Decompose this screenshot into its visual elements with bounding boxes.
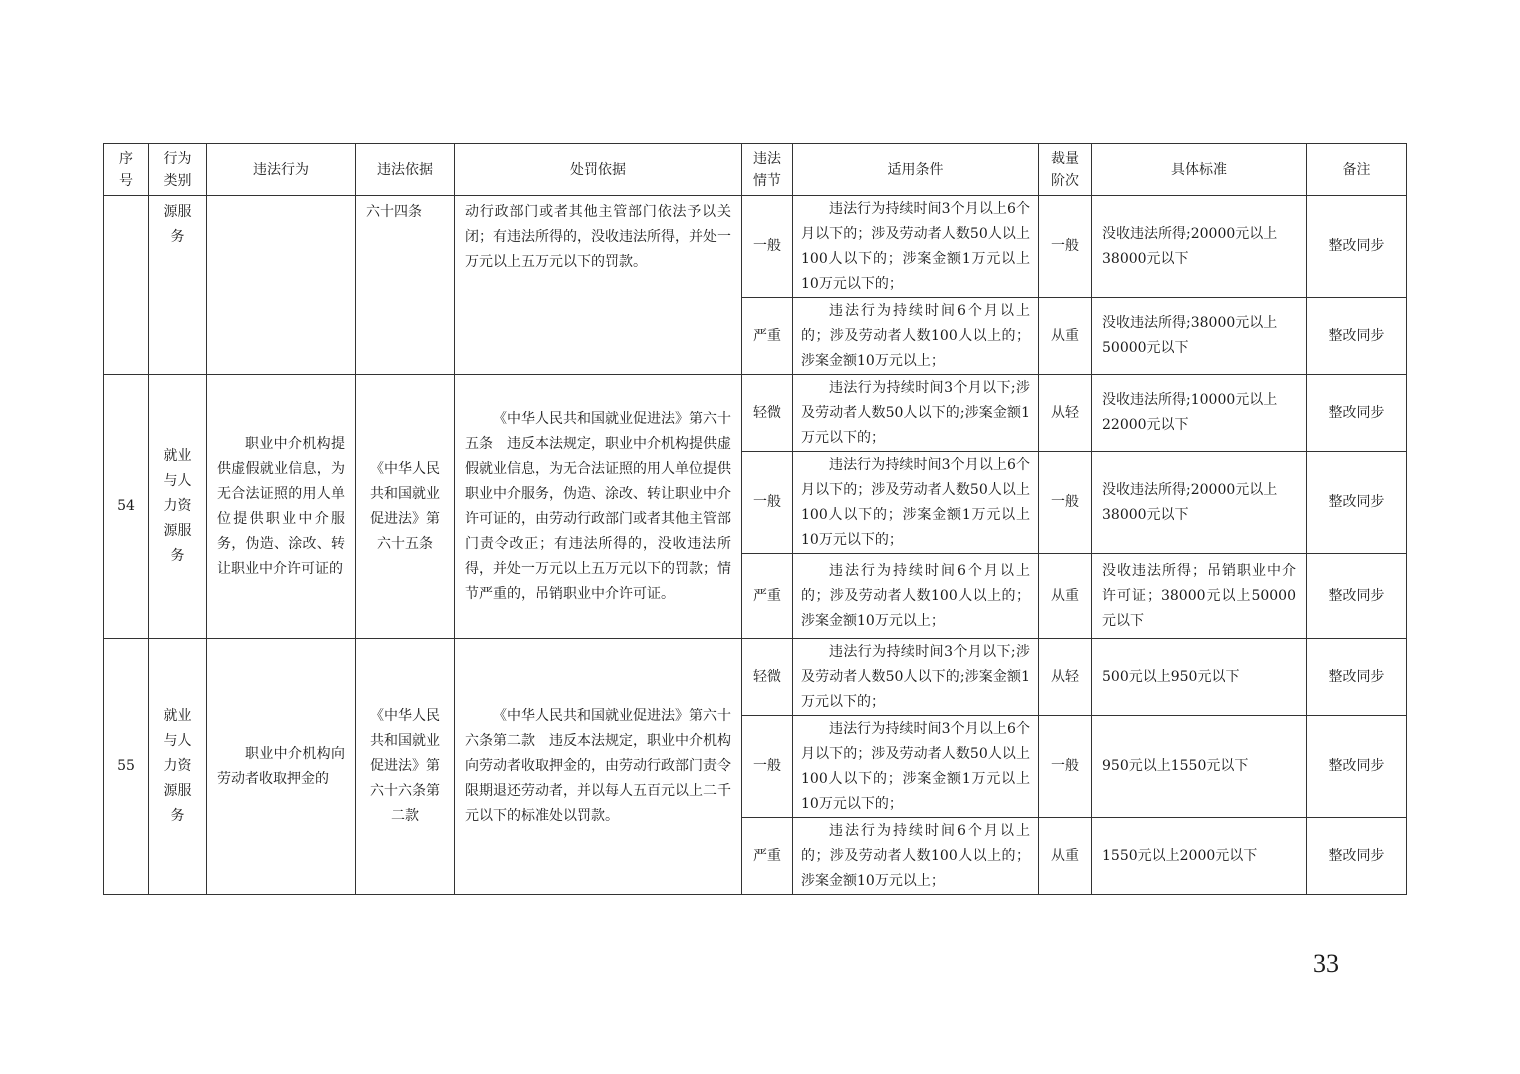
cell-circumstance: 一般 xyxy=(742,196,793,298)
cell-act: 职业中介机构提供虚假就业信息，为无合法证照的用人单位提供职业中介服务，伪造、涂改、转让职业中介许可证的 xyxy=(207,375,356,639)
cell-circumstance: 严重 xyxy=(742,298,793,375)
cell-note: 整改同步 xyxy=(1307,196,1407,298)
cell-note: 整改同步 xyxy=(1307,375,1407,452)
cell-no xyxy=(104,196,149,375)
cell-tier: 从重 xyxy=(1039,298,1092,375)
cell-category: 就业与人力资源服务 xyxy=(149,375,207,639)
cell-note: 整改同步 xyxy=(1307,818,1407,895)
cell-category: 源服务 xyxy=(149,196,207,375)
cell-circumstance: 轻微 xyxy=(742,375,793,452)
cell-note: 整改同步 xyxy=(1307,639,1407,716)
cell-condition: 违法行为持续时间6个月以上的；涉及劳动者人数100人以上的；涉案金额10万元以上； xyxy=(793,554,1039,639)
cell-condition: 违法行为持续时间3个月以下;涉及劳动者人数50人以下的;涉案金额1万元以下的； xyxy=(793,375,1039,452)
cell-standard: 没收违法所得;20000元以上38000元以下 xyxy=(1092,196,1307,298)
penalty-standards-table xyxy=(103,143,1407,895)
cell-act: 职业中介机构向劳动者收取押金的 xyxy=(207,639,356,895)
cell-basis: 《中华人民共和国就业促进法》第六十五条 xyxy=(356,375,455,639)
header-category: 行为类别 xyxy=(149,144,207,196)
cell-tier: 从轻 xyxy=(1039,639,1092,716)
header-standard: 具体标准 xyxy=(1092,144,1307,196)
cell-penalty-basis: 《中华人民共和国就业促进法》第六十六条第二款 违反本法规定，职业中介机构向劳动者收取押金的，由劳动行政部门责令限期退还劳动者，并以每人五百元以上二千元以下的标准处以罚款。 xyxy=(455,639,742,895)
cell-condition: 违法行为持续时间3个月以上6个月以下的；涉及劳动者人数50人以上100人以下的；涉案金额1万元以上10万元以下的； xyxy=(793,452,1039,554)
cell-penalty-basis: 动行政部门或者其他主管部门依法予以关闭；有违法所得的，没收违法所得，并处一万元以上五万元以下的罚款。 xyxy=(455,196,742,375)
cell-tier: 一般 xyxy=(1039,196,1092,298)
header-no: 序号 xyxy=(104,144,149,196)
cell-standard: 没收违法所得;38000元以上50000元以下 xyxy=(1092,298,1307,375)
cell-penalty-basis: 《中华人民共和国就业促进法》第六十五条 违反本法规定，职业中介机构提供虚假就业信息，为无合法证照的用人单位提供职业中介服务，伪造、涂改、转让职业中介许可证的，由劳动行政部门或者其他主管部门责令改正；有违法所得的，没收违法所得，并处一万元以上五万元以下的罚款；情节严重的，吊销职业中介许可证。 xyxy=(455,375,742,639)
header-circumstance: 违法情节 xyxy=(742,144,793,196)
cell-circumstance: 一般 xyxy=(742,452,793,554)
header-penalty-basis: 处罚依据 xyxy=(455,144,742,196)
cell-note: 整改同步 xyxy=(1307,554,1407,639)
page-number: 33 xyxy=(1313,949,1339,978)
cell-condition: 违法行为持续时间3个月以下;涉及劳动者人数50人以下的;涉案金额1万元以下的； xyxy=(793,639,1039,716)
cell-standard: 没收违法所得;20000元以上38000元以下 xyxy=(1092,452,1307,554)
cell-tier: 一般 xyxy=(1039,452,1092,554)
header-basis: 违法依据 xyxy=(356,144,455,196)
header-tier: 裁量阶次 xyxy=(1039,144,1092,196)
cell-standard: 没收违法所得；吊销职业中介许可证；38000元以上50000元以下 xyxy=(1092,554,1307,639)
cell-tier: 从重 xyxy=(1039,554,1092,639)
cell-circumstance: 严重 xyxy=(742,818,793,895)
cell-no: 54 xyxy=(104,375,149,639)
header-condition: 适用条件 xyxy=(793,144,1039,196)
table-row xyxy=(104,639,1407,716)
table-row xyxy=(104,375,1407,452)
cell-tier: 从轻 xyxy=(1039,375,1092,452)
cell-standard: 1550元以上2000元以下 xyxy=(1092,818,1307,895)
cell-circumstance: 轻微 xyxy=(742,639,793,716)
cell-circumstance: 严重 xyxy=(742,554,793,639)
cell-basis: 《中华人民共和国就业促进法》第六十六条第二款 xyxy=(356,639,455,895)
cell-circumstance: 一般 xyxy=(742,716,793,818)
cell-condition: 违法行为持续时间6个月以上的；涉及劳动者人数100人以上的；涉案金额10万元以上； xyxy=(793,818,1039,895)
cell-condition: 违法行为持续时间6个月以上的；涉及劳动者人数100人以上的；涉案金额10万元以上； xyxy=(793,298,1039,375)
cell-tier: 一般 xyxy=(1039,716,1092,818)
cell-note: 整改同步 xyxy=(1307,298,1407,375)
cell-basis: 六十四条 xyxy=(356,196,455,375)
cell-tier: 从重 xyxy=(1039,818,1092,895)
cell-category: 就业与人力资源服务 xyxy=(149,639,207,895)
cell-condition: 违法行为持续时间3个月以上6个月以下的；涉及劳动者人数50人以上100人以下的；涉案金额1万元以上10万元以下的； xyxy=(793,716,1039,818)
header-note: 备注 xyxy=(1307,144,1407,196)
table-row xyxy=(104,196,1407,298)
cell-condition: 违法行为持续时间3个月以上6个月以下的；涉及劳动者人数50人以上100人以下的；涉案金额1万元以上10万元以下的； xyxy=(793,196,1039,298)
cell-act xyxy=(207,196,356,375)
header-act: 违法行为 xyxy=(207,144,356,196)
cell-no: 55 xyxy=(104,639,149,895)
cell-standard: 950元以上1550元以下 xyxy=(1092,716,1307,818)
cell-note: 整改同步 xyxy=(1307,452,1407,554)
cell-standard: 500元以上950元以下 xyxy=(1092,639,1307,716)
cell-standard: 没收违法所得;10000元以上22000元以下 xyxy=(1092,375,1307,452)
header-row xyxy=(104,144,1407,196)
cell-note: 整改同步 xyxy=(1307,716,1407,818)
